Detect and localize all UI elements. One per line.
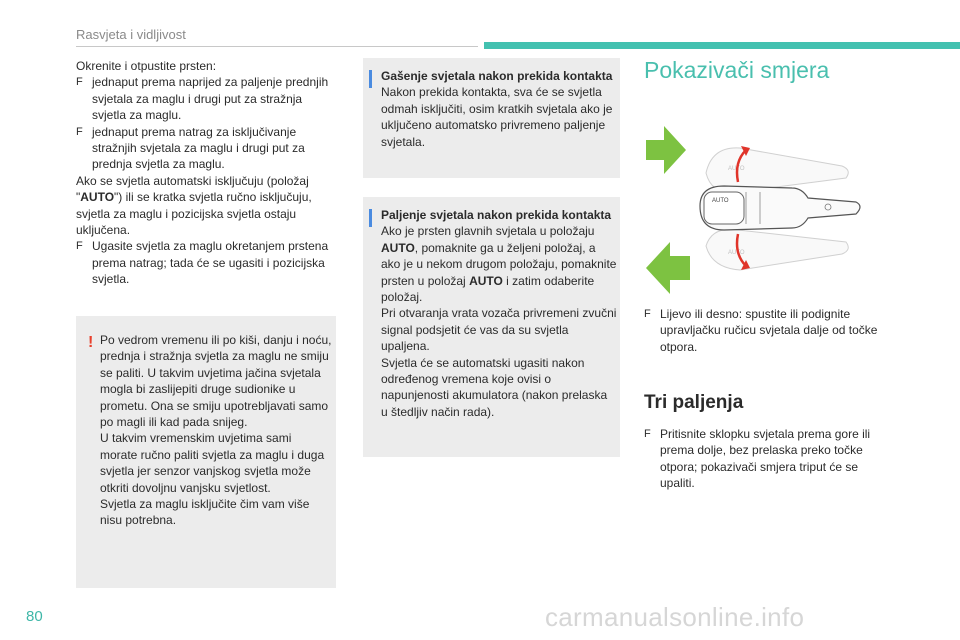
subsection-title: Tri paljenja — [644, 392, 744, 413]
info-icon — [369, 209, 372, 227]
arrow-left-icon — [646, 242, 690, 294]
svg-text:AUTO: AUTO — [728, 166, 745, 172]
bullet-turn-off-fog: F Ugasite svjetla za maglu okretanjem prstena prema natrag; tada će se ugasiti i pozicijska svjetla. — [76, 238, 334, 287]
info-body-2: Pri otvaranja vrata vozača privremeni zvučni signal podsjetit će vas da su svjetla upaljena. — [381, 306, 617, 354]
page-number: 80 — [26, 608, 43, 625]
info-body-3: Svjetla će se automatski ugasiti nakon određenog vremena koje ovisi o napunjenosti akumulatora (nakon prelaska u štedljiv način rada). — [381, 355, 608, 419]
bullet-front-fog: F jednaput prema naprijed za paljenje prednjih svjetala za maglu i drugi put za stražnja svjetla za maglu. — [76, 74, 334, 123]
arrow-right-icon — [646, 126, 686, 174]
stalk-main — [700, 186, 860, 230]
auto-keyword: AUTO — [80, 190, 115, 205]
auto-paragraph: Ako se svjetla automatski isključuju (položaj "AUTO") ili se kratka svjetla ručno isključuju, svjetla za maglu i pozicijska svjetla ostaju uključena. — [76, 173, 312, 238]
header-rule — [76, 46, 478, 47]
info-title: Paljenje svjetala nakon prekida kontakta — [381, 208, 612, 222]
fog-lights-instructions — [76, 58, 334, 288]
bullet-three-flashes: F Pritisnite sklopku svjetala prema gore ili prema dolje, bez prelaska preko točke otpora; pokazivači smjera triput će se upaliti. — [644, 426, 894, 492]
stalk-down-ghost — [706, 229, 848, 270]
info-title: Gašenje svjetala nakon prekida kontakta — [381, 69, 613, 83]
svg-text:AUTO: AUTO — [712, 198, 729, 204]
section-header: Rasvjeta i vidljivost — [76, 27, 186, 42]
bullet-rear-fog: F jednaput prema natrag za isključivanje stražnjih svjetala za maglu i drugi put za prednja svjetla za maglu. — [76, 124, 334, 173]
intro-text: Okrenite i otpustite prsten: — [76, 59, 217, 73]
info-body-1: Ako je prsten glavnih svjetala u položaju AUTO, pomaknite ga u željeni položaj, a ako je u nekom drugom položaju, pomaknite prsten u položaj AUTO i zatim odaberite položaj. — [381, 224, 617, 305]
bullet-indicator-left-right: F Lijevo ili desno: spustite ili podignite upravljačku ručicu svjetala dalje od točke otpora. — [644, 306, 894, 355]
stalk-illustration — [642, 118, 902, 298]
info-icon — [369, 70, 372, 88]
info-body: Nakon prekida kontakta, sva će se svjetla odmah isključiti, osim kratkih svjetala ako je uključeno automatsko privremeno paljenje svjetala. — [381, 85, 613, 149]
svg-text:AUTO: AUTO — [728, 250, 745, 256]
header-accent-bar — [484, 42, 960, 49]
section-title: Pokazivači smjera — [644, 57, 830, 83]
watermark: carmanualsonline.info — [545, 602, 805, 632]
warning-text: Po vedrom vremenu ili po kiši, danju i noću, prednja i stražnja svjetla za maglu ne smiju se paliti. U takvim uvjetima jačina svjetala mogla bi zaslijepiti druge sudionike u prometu. Ona se smiju upotrebljavati samo po magli ili kad pada snijeg. U takvim vremenskim uvjetima sami morate ručno paliti svjetla za maglu i duga svjetla jer senzor vanjskog svjetla može otkriti dovoljnu vanjsku svjetlost. Svjetla za maglu isključite čim vam više nisu potrebna. — [100, 333, 332, 528]
warning-box — [76, 316, 336, 588]
info-box-lights-off — [363, 58, 620, 178]
warning-icon: ! — [88, 334, 94, 351]
info-box-lights-on — [363, 197, 620, 457]
